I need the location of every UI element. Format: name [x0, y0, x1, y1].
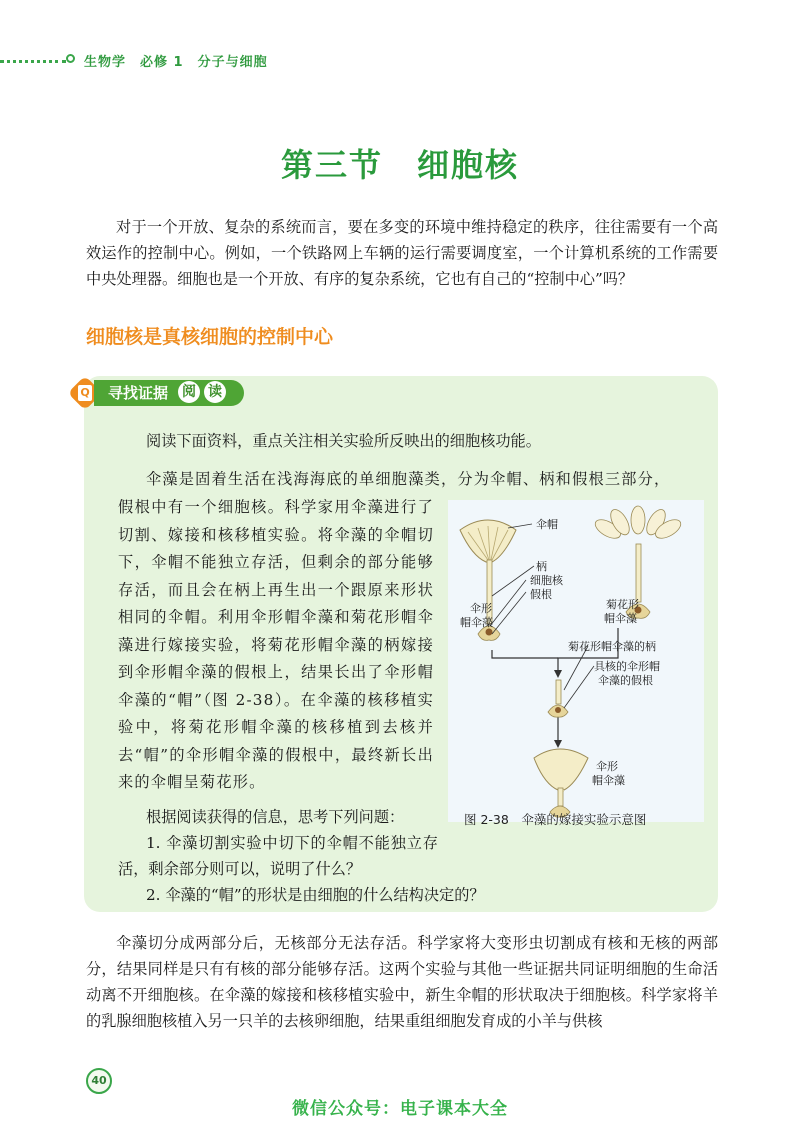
question-2: 2. 伞藻的“帽”的形状是由细胞的什么结构决定的？	[146, 886, 485, 904]
fig-label-umbrella-2: 帽伞藻	[460, 616, 493, 629]
fig-label-result-1: 伞形	[596, 760, 618, 773]
magnifier-icon: Q	[78, 385, 92, 401]
figure-caption: 图 2-38 伞藻的嫁接实验示意图	[464, 812, 647, 827]
fig-label-chrysanthemum-2: 帽伞藻	[604, 612, 637, 625]
page-number: 40	[86, 1068, 112, 1094]
running-header	[0, 48, 800, 72]
header-book-title: 生物学 必修 1 分子与细胞	[84, 55, 268, 70]
fig-label-rhizoid: 假根	[530, 588, 552, 601]
intro-paragraph: 对于一个开放、复杂的系统而言，要在多变的环境中维持稳定的秩序，往往需要有一个高效运作的控制中心。例如，一个铁路网上车辆的运行需要调度室，一个计算机系统的工作需要中央处理器。细胞也是一个开放、有序的复杂系统，它也有自己的“控制中心”吗？	[86, 218, 718, 288]
subheading: 细胞核是真核细胞的控制中心	[86, 326, 334, 348]
fig-label-graft-base-1: 具核的伞形帽	[594, 660, 660, 673]
footer-wechat: 微信公众号：电子课本大全	[292, 1099, 508, 1119]
fig-label-graft-stalk: 菊花形帽伞藻的柄	[568, 640, 656, 653]
reading-lead: 阅读下面资料，重点关注相关实验所反映出的细胞核功能。	[146, 432, 541, 450]
body-paragraph: 伞藻切分成两部分后，无核部分无法存活。科学家将大变形虫切割成有核和无核的两部分，结果同样是只有有核的部分能够存活。这两个实验与其他一些证据共同证明细胞的生命活动离不开细胞核。在伞藻的嫁接和核移植实验中，新生伞帽的形状取决于细胞核。科学家将羊的乳腺细胞核植入另一只羊的去核卵细胞，结果重组细胞发育成的小羊与供核	[86, 934, 718, 1030]
fig-label-graft-base-2: 伞藻的假根	[598, 674, 653, 687]
fig-label-cap: 伞帽	[536, 518, 558, 531]
tag-circle-1: 阅	[178, 381, 200, 403]
question-lead: 根据阅读获得的信息，思考下列问题：	[146, 808, 405, 826]
header-dotted-line	[0, 60, 66, 63]
fig-label-chrysanthemum-1: 菊花形	[606, 598, 639, 611]
fig-label-umbrella-1: 伞形	[470, 602, 492, 615]
reading-story: 假根中有一个细胞核。科学家用伞藻进行了切割、嫁接和核移植实验。将伞藻的伞帽切下，伞帽不能独立存活，但剩余的部分能够存活，而且会在柄上再生出一个跟原来形状相同的伞帽。利用伞形帽伞藻和菊花形帽伞藻进行嫁接实验，将菊花形帽伞藻的柄嫁接到伞形帽伞藻的假根上，结果长出了伞形帽伞藻的“帽”（图 2-38）。在伞藻的核移植实验中，将菊花形帽伞藻的核移植到去核并去“帽”的伞形帽伞藻的假根中，最终新长出来的伞帽呈菊花形。	[118, 498, 434, 791]
section-title: 第三节 细胞核	[280, 146, 519, 184]
fig-label-result-2: 帽伞藻	[592, 774, 625, 787]
question-1: 1. 伞藻切割实验中切下的伞帽不能独立存活，剩余部分则可以，说明了什么？	[118, 834, 438, 878]
header-ring-icon	[66, 54, 75, 63]
acetabularia-graft-figure	[448, 500, 704, 822]
fig-label-nucleus: 细胞核	[530, 574, 563, 587]
tag-circle-2: 读	[204, 381, 226, 403]
tag-label: 寻找证据	[108, 384, 169, 402]
fig-label-stalk: 柄	[536, 560, 547, 573]
reading-story-line1: 伞藻是固着生活在浅海海底的单细胞藻类，分为伞帽、柄和假根三部分，	[146, 470, 671, 488]
